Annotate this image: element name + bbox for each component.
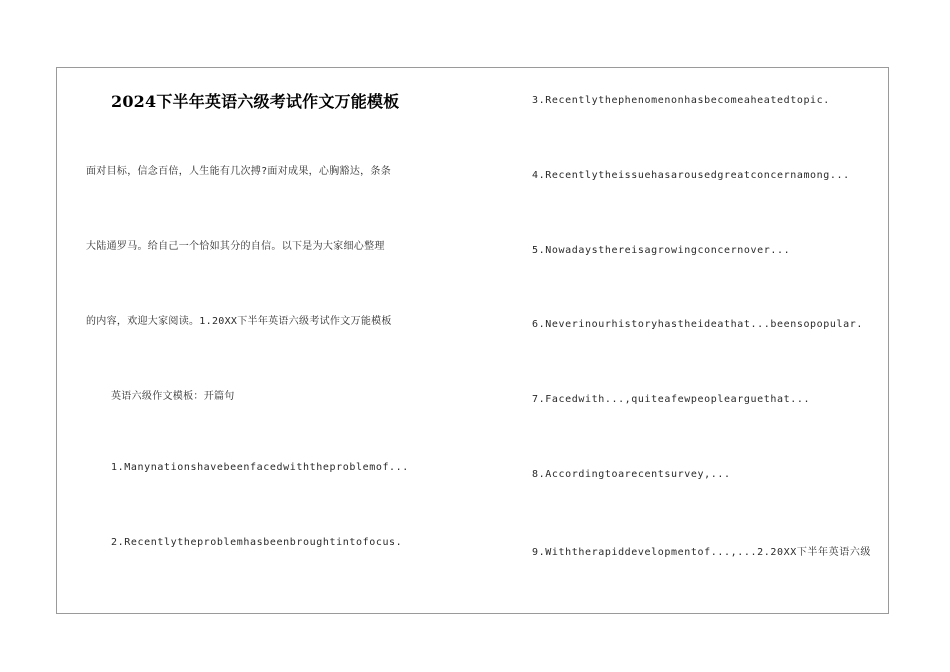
left-line-1: 面对目标，信念百倍，人生能有几次搏?面对成果，心胸豁达，条条 xyxy=(86,166,392,177)
template-sentence-6: 6.Neverinourhistoryhastheideathat...beensopopular. xyxy=(532,319,864,330)
template-sentence-9: 9.Withtherapiddevelopmentof...,...2.20XX下半年英语六级 xyxy=(532,547,872,558)
template-sentence-8: 8.Accordingtoarecentsurvey,... xyxy=(532,469,731,480)
template-sentence-4: 4.Recentlytheissuehasarousedgreatconcernamong... xyxy=(532,170,850,181)
template-sentence-7: 7.Facedwith...,quiteafewpeoplearguethat... xyxy=(532,394,811,405)
template-sentence-3: 3.Recentlythephenomenonhasbecomeaheatedtopic. xyxy=(532,95,830,106)
page-frame xyxy=(56,67,889,614)
document-title: 2024下半年英语六级考试作文万能模板 xyxy=(111,92,400,111)
left-line-3: 的内容，欢迎大家阅读。1.20XX下半年英语六级考试作文万能模板 xyxy=(86,316,392,327)
template-sentence-5: 5.Nowadaysthereisagrowingconcernover... xyxy=(532,245,791,256)
template-sentence-1: 1.Manynationshavebeenfacedwiththeproblemof... xyxy=(111,462,409,473)
template-heading: 英语六级作文模板：开篇句 xyxy=(111,391,235,402)
left-line-2: 大陆通罗马。给自己一个恰如其分的自信。以下是为大家细心整理 xyxy=(86,241,385,252)
template-sentence-2: 2.Recentlytheproblemhasbeenbroughtintofocus. xyxy=(111,537,403,548)
